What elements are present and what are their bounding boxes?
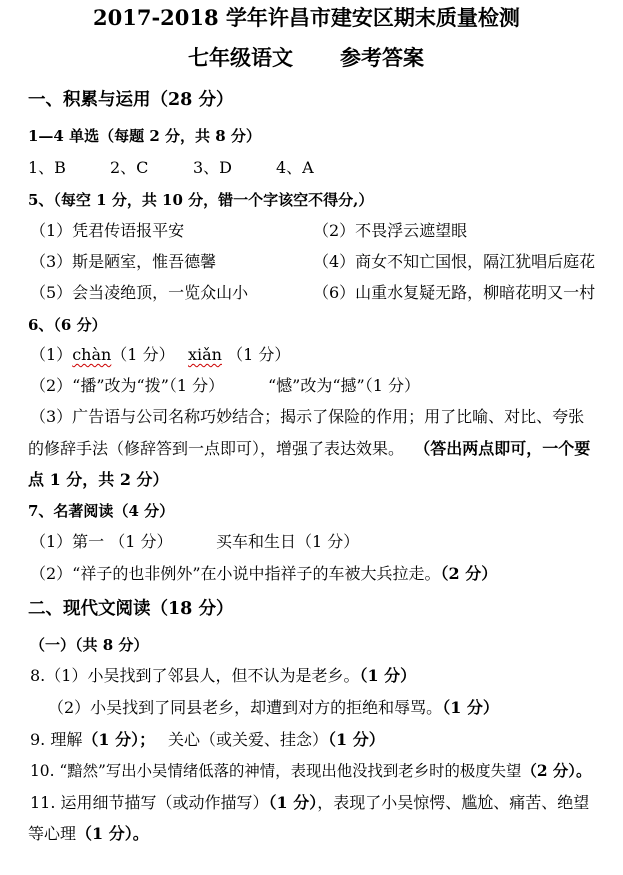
q7-2-text: （2）“祥子的也非例外”在小说中指祥子的车被大兵拉走。 bbox=[30, 564, 441, 583]
q7-2-score: （2 分） bbox=[440, 564, 498, 583]
q11-a-text: 11. 运用细节描写（或动作描写） bbox=[30, 793, 269, 812]
q6-line-3-p2 bbox=[28, 438, 590, 460]
q3-answer: 3、D bbox=[193, 158, 233, 177]
q10-score: （2 分）。 bbox=[521, 762, 592, 780]
doc-subtitle-answers: 参考答案 bbox=[340, 45, 424, 70]
q5-item-5: （5）会当凌绝顶，一览众山小 bbox=[30, 283, 249, 302]
q6-line-1b bbox=[188, 344, 290, 366]
q11-line-2 bbox=[28, 823, 149, 845]
q9-line-b bbox=[168, 729, 385, 751]
section-2-heading: 二、现代文阅读（18 分） bbox=[28, 599, 234, 619]
q7-line-1b: 买车和生日（1 分） bbox=[216, 532, 360, 551]
q6-line-2a: （2）“播”改为“拨”（1 分） bbox=[30, 376, 225, 395]
q6-1-score-2: （1 分） bbox=[227, 345, 291, 364]
q8-1-score: （1 分） bbox=[359, 666, 417, 685]
q8-2-text: （2）小吴找到了同县老乡，却遭到对方的拒绝和辱骂。 bbox=[48, 698, 443, 717]
q8-line-1 bbox=[30, 665, 416, 687]
q5-item-1: （1）凭君传语报平安 bbox=[30, 221, 185, 240]
q9-a-text: 9. 理解 bbox=[30, 730, 83, 749]
q6-1-score-1: （1 分） bbox=[111, 345, 175, 364]
q6-line-2b: “憾”改为“撼”（1 分） bbox=[268, 376, 420, 395]
q7-line-2 bbox=[30, 563, 497, 585]
q5-item-6: （6）山重水复疑无路，柳暗花明又一村 bbox=[313, 283, 596, 302]
q11-c-score: （1 分）。 bbox=[76, 824, 149, 843]
q6-heading: 6、（6 分） bbox=[28, 316, 107, 334]
q6-3-text: 的修辞手法（修辞答到一点即可），增强了表达效果。 bbox=[28, 439, 405, 458]
q9-b-text: 关心（或关爱、挂念） bbox=[168, 730, 329, 749]
q7-line-1a: （1）第一 （1 分） bbox=[30, 532, 173, 551]
q6-1-label: （1） bbox=[30, 345, 73, 364]
q8-line-2 bbox=[48, 697, 499, 719]
q6-line-3-p1: （3）广告语与公司名称巧妙结合；揭示了保险的作用；用了比喻、对比、夸张 bbox=[30, 407, 585, 426]
q2-answer: 2、C bbox=[110, 158, 149, 177]
q10-line bbox=[30, 760, 591, 782]
q11-b-text: ，表现了小吴惊愕、尴尬、痛苦、绝望 bbox=[317, 793, 590, 812]
q11-line-1 bbox=[30, 792, 589, 814]
q8-2-score: （1 分） bbox=[442, 698, 499, 717]
q7-heading: 7、名著阅读（4 分） bbox=[28, 502, 175, 520]
q6-1-word-1: chàn bbox=[72, 345, 112, 364]
doc-title: 2017-2018 学年许昌市建安区期末质量检测 bbox=[93, 5, 520, 30]
q11-a-score: （1 分） bbox=[268, 793, 318, 812]
q8-1-text: 8.（1）小吴找到了邻县人，但不认为是老乡。 bbox=[30, 666, 360, 685]
q4-answer: 4、A bbox=[276, 158, 314, 177]
q5-heading: 5、（每空 1 分，共 10 分，错一个字该空不得分,） bbox=[28, 191, 374, 209]
q1-4-heading: 1—4 单选（每题 2 分，共 8 分） bbox=[28, 127, 261, 145]
doc-subtitle-grade: 七年级语文 bbox=[188, 45, 293, 70]
q11-c-text: 等心理 bbox=[28, 824, 77, 843]
q9-b-score: （1 分） bbox=[328, 730, 385, 749]
q9-a-score: （1 分）； bbox=[82, 730, 156, 749]
part-1-heading: （一）（共 8 分） bbox=[30, 636, 149, 654]
q1-answer: 1、B bbox=[28, 158, 66, 177]
q5-item-3: （3）斯是陋室，惟吾德馨 bbox=[30, 252, 217, 271]
q6-line-3-p3: 点 1 分，共 2 分） bbox=[28, 470, 169, 489]
q6-line-1 bbox=[30, 344, 175, 366]
q6-1-word-2: xiǎn bbox=[188, 345, 222, 364]
section-1-heading: 一、积累与运用（28 分） bbox=[28, 90, 234, 110]
q9-line bbox=[30, 729, 155, 751]
q6-3-note: （答出两点即可，一个要 bbox=[414, 439, 591, 458]
q5-item-4: （4）商女不知亡国恨，隔江犹唱后庭花 bbox=[313, 252, 596, 271]
q5-item-2: （2）不畏浮云遮望眼 bbox=[313, 221, 468, 240]
q10-text: 10. “黯然”写出小吴情绪低落的神情，表现出他没找到老乡时的极度失望 bbox=[30, 762, 522, 780]
